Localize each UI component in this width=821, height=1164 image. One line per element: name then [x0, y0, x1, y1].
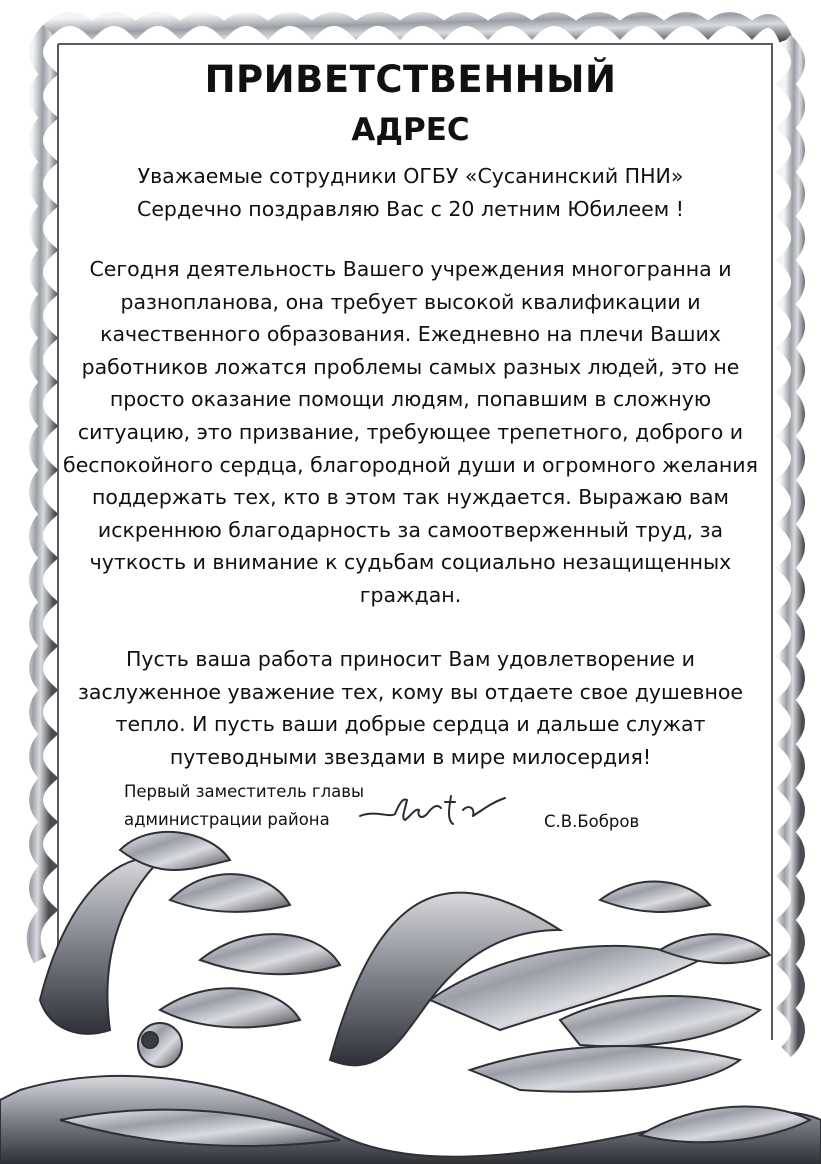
paragraph-2: Пусть ваша работа приносит Вам удовлетворение и заслуженное уважение тех, кому вы отдаете свое душевное тепло. И пусть ваши добрые сердца и дальше служат путеводными звездами в мире милосердия! [77, 647, 744, 769]
greeting-line-1: Уважаемые сотрудники ОГБУ «Сусанинский ПНИ» [137, 164, 684, 188]
paragraph-1: Сегодня деятельность Вашего учреждения многогранна и разнопланова, она требует высокой квалификации и качественного образования. Ежедневно на плечи Ваших работников ложатся проблемы самых разных людей, это не просто оказание помощи людям, попавшим в сложную ситуацию, это призвание, требующее трепетного, доброго и беспокойного сердца, благородной души и огромного желания поддержать тех, кто в этом так нуждается. Выражаю вам искреннюю благодарность за самоотверженный труд, за чуткость и внимание к судьбам социально незащищенных граждан. [63, 257, 758, 607]
signatory-name: С.В.Бобров [544, 812, 640, 831]
title-line-2: АДРЕС [351, 112, 470, 148]
title-line-1: ПРИВЕТСТВЕННЫЙ [204, 58, 617, 101]
signatory-title: Первый заместитель главы администрации района [124, 782, 364, 829]
handwritten-signature [355, 788, 515, 836]
bottom-ornament [0, 832, 821, 1164]
greeting-line-2: Сердечно поздравляю Вас с 20 летним Юбилеем ! [137, 197, 684, 221]
